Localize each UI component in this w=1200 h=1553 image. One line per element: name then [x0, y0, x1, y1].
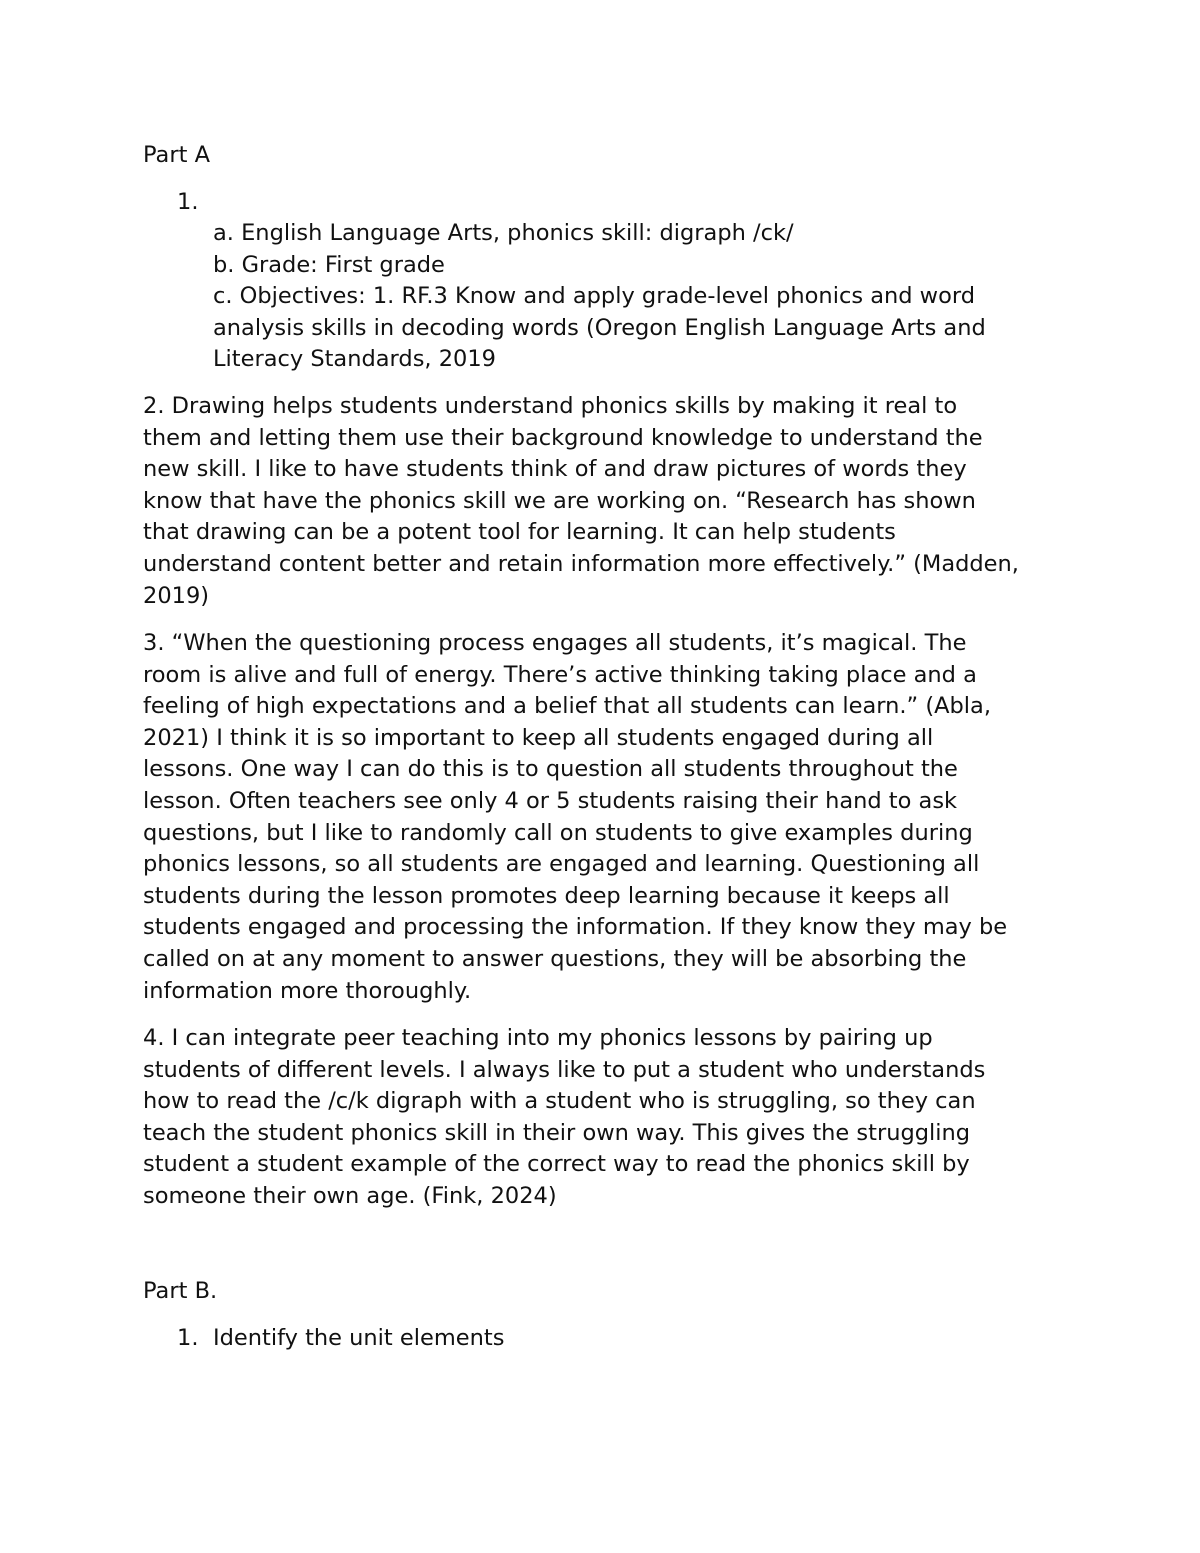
item4-line: 4. I can integrate peer teaching into my phonics lessons by pairing up — [143, 1025, 933, 1051]
item3-line: 2021) I think it is so important to keep all students engaged during all — [143, 724, 934, 751]
item2-line: 2019) — [143, 582, 210, 609]
item3-line: room is alive and full of energy. There’s active thinking taking place and a — [143, 661, 977, 688]
item2-line: new skill. I like to have students think of and draw pictures of words they — [143, 456, 967, 483]
item4-line: teach the student phonics skill in their own way. This gives the struggling — [143, 1119, 971, 1146]
item3-line: 3. “When the questioning process engages all students, it’s magical. The — [143, 630, 967, 656]
item3-line: students during the lesson promotes deep learning because it keeps all — [143, 882, 950, 909]
item1-subject: a. English Language Arts, phonics skill: digraph /ck/ — [213, 220, 794, 246]
part-a-heading: Part A — [143, 142, 210, 168]
item4-line: how to read the /c/k digraph with a student who is struggling, so they can — [143, 1088, 976, 1115]
item3-line: information more thoroughly. — [143, 977, 472, 1004]
item1-objectives — [213, 281, 1043, 376]
item4-line: student a student example of the correct way to read the phonics skill by — [143, 1151, 970, 1178]
item3-line: phonics lessons, so all students are engaged and learning. Questioning all — [143, 851, 980, 878]
item3-line: questions, but I like to randomly call on students to give examples during — [143, 819, 973, 846]
part-b-item1-text: Identify the unit elements — [213, 1325, 505, 1351]
item2-line: understand content better and retain information more effectively.” (Madden, — [143, 550, 1019, 577]
item1-number: 1. — [177, 189, 199, 215]
item4-line: someone their own age. (Fink, 2024) — [143, 1182, 557, 1209]
item4-line: students of different levels. I always like to put a student who understands — [143, 1056, 986, 1083]
item2-paragraph — [143, 391, 1073, 612]
item3-line: feeling of high expectations and a belief that all students can learn.” (Abla, — [143, 693, 992, 720]
item3-line: lesson. Often teachers see only 4 or 5 students raising their hand to ask — [143, 787, 958, 814]
item2-line: them and letting them use their background knowledge to understand the — [143, 424, 983, 451]
item3-paragraph — [143, 628, 1073, 1007]
part-b-heading: Part B. — [143, 1278, 218, 1304]
item1-grade: b. Grade: First grade — [213, 252, 445, 278]
item3-line: students engaged and processing the information. If they know they may be — [143, 914, 1008, 941]
item1-objectives-line: Literacy Standards, 2019 — [213, 346, 496, 373]
part-b-item1-number: 1. — [177, 1325, 199, 1351]
item3-line: called on at any moment to answer questions, they will be absorbing the — [143, 945, 967, 972]
item3-line: lessons. One way I can do this is to question all students throughout the — [143, 756, 958, 783]
item4-paragraph — [143, 1023, 1073, 1213]
item1-objectives-line: c. Objectives: 1. RF.3 Know and apply grade-level phonics and word — [213, 283, 975, 309]
item1-objectives-line: analysis skills in decoding words (Oregon English Language Arts and — [213, 314, 986, 341]
item2-line: that drawing can be a potent tool for learning. It can help students — [143, 519, 896, 546]
item2-line: know that have the phonics skill we are working on. “Research has shown — [143, 487, 976, 514]
item2-line: 2. Drawing helps students understand phonics skills by making it real to — [143, 393, 958, 419]
